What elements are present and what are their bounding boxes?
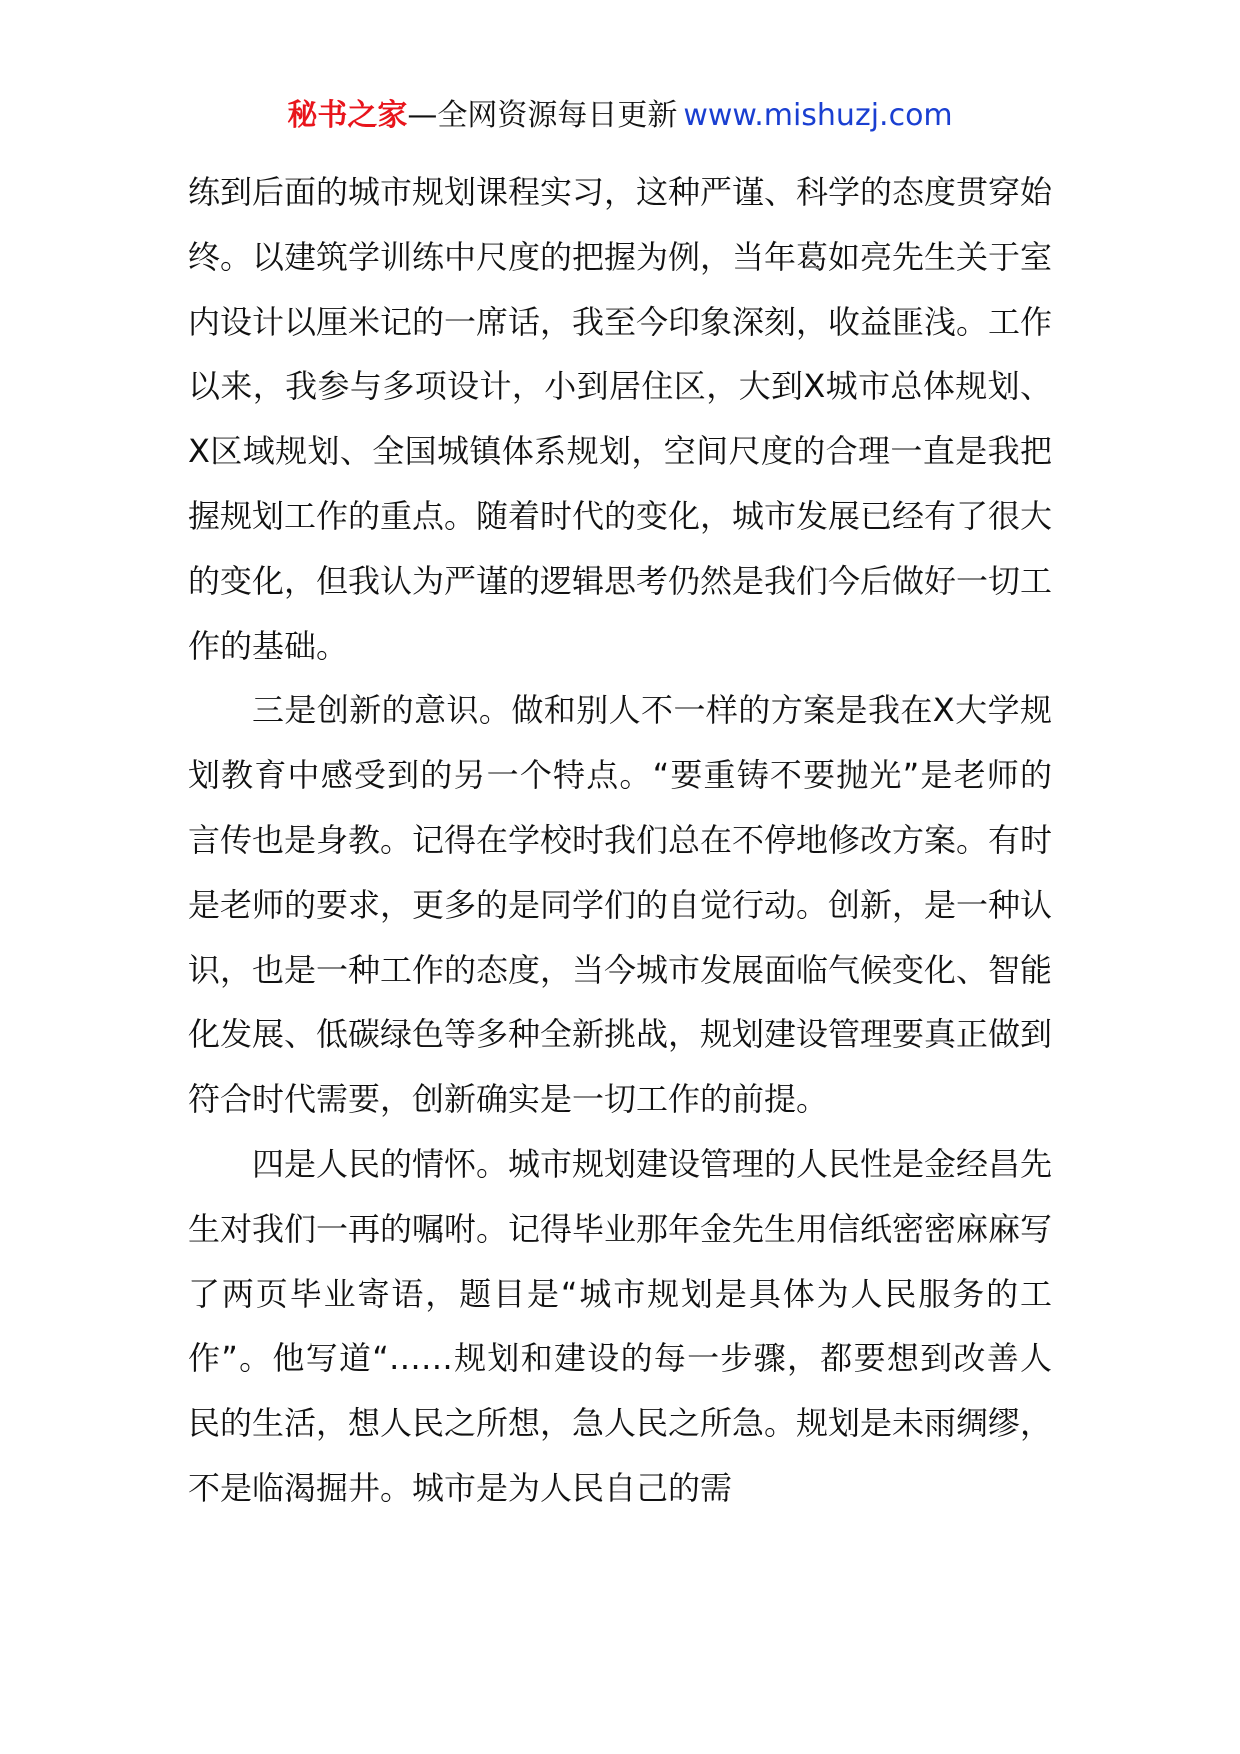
site-url-link[interactable]: www.mishuzj.com bbox=[683, 98, 953, 133]
document-body bbox=[188, 160, 1052, 1521]
page-header bbox=[0, 96, 1240, 136]
paragraph-innovation: 三是创新的意识。做和别人不一样的方案是我在X大学规划教育中感受到的另一个特点。“要重铸不要抛光”是老师的言传也是身教。记得在学校时我们总在不停地修改方案。有时是老师的要求，更多的是同学们的自觉行动。创新，是一种认识，也是一种工作的态度，当今城市发展面临气候变化、智能化发展、低碳绿色等多种全新挑战，规划建设管理要真正做到符合时代需要，创新确实是一切工作的前提。 bbox=[188, 691, 1053, 1119]
paragraph-continued: 练到后面的城市规划课程实习，这种严谨、科学的态度贯穿始终。以建筑学训练中尺度的把握为例，当年葛如亮先生关于室内设计以厘米记的一席话，我至今印象深刻，收益匪浅。工作以来，我参与多项设计，小到居住区，大到X城市总体规划、X区域规划、全国城镇体系规划，空间尺度的合理一直是我把握规划工作的重点。随着时代的变化，城市发展已经有了很大的变化，但我认为严谨的逻辑思考仍然是我们今后做好一切工作的基础。 bbox=[188, 173, 1053, 665]
site-tagline: —全网资源每日更新 bbox=[407, 98, 678, 133]
site-brand: 秘书之家 bbox=[287, 98, 408, 133]
paragraph-people: 四是人民的情怀。城市规划建设管理的人民性是金经昌先生对我们一再的嘱咐。记得毕业那年金先生用信纸密密麻麻写了两页毕业寄语，题目是“城市规划是具体为人民服务的工作”。他写道“……规划和建设的每一步骤，都要想到改善人民的生活，想人民之所想，急人民之所急。规划是未雨绸缪，不是临渴掘井。城市是为人民自己的需 bbox=[188, 1144, 1053, 1507]
